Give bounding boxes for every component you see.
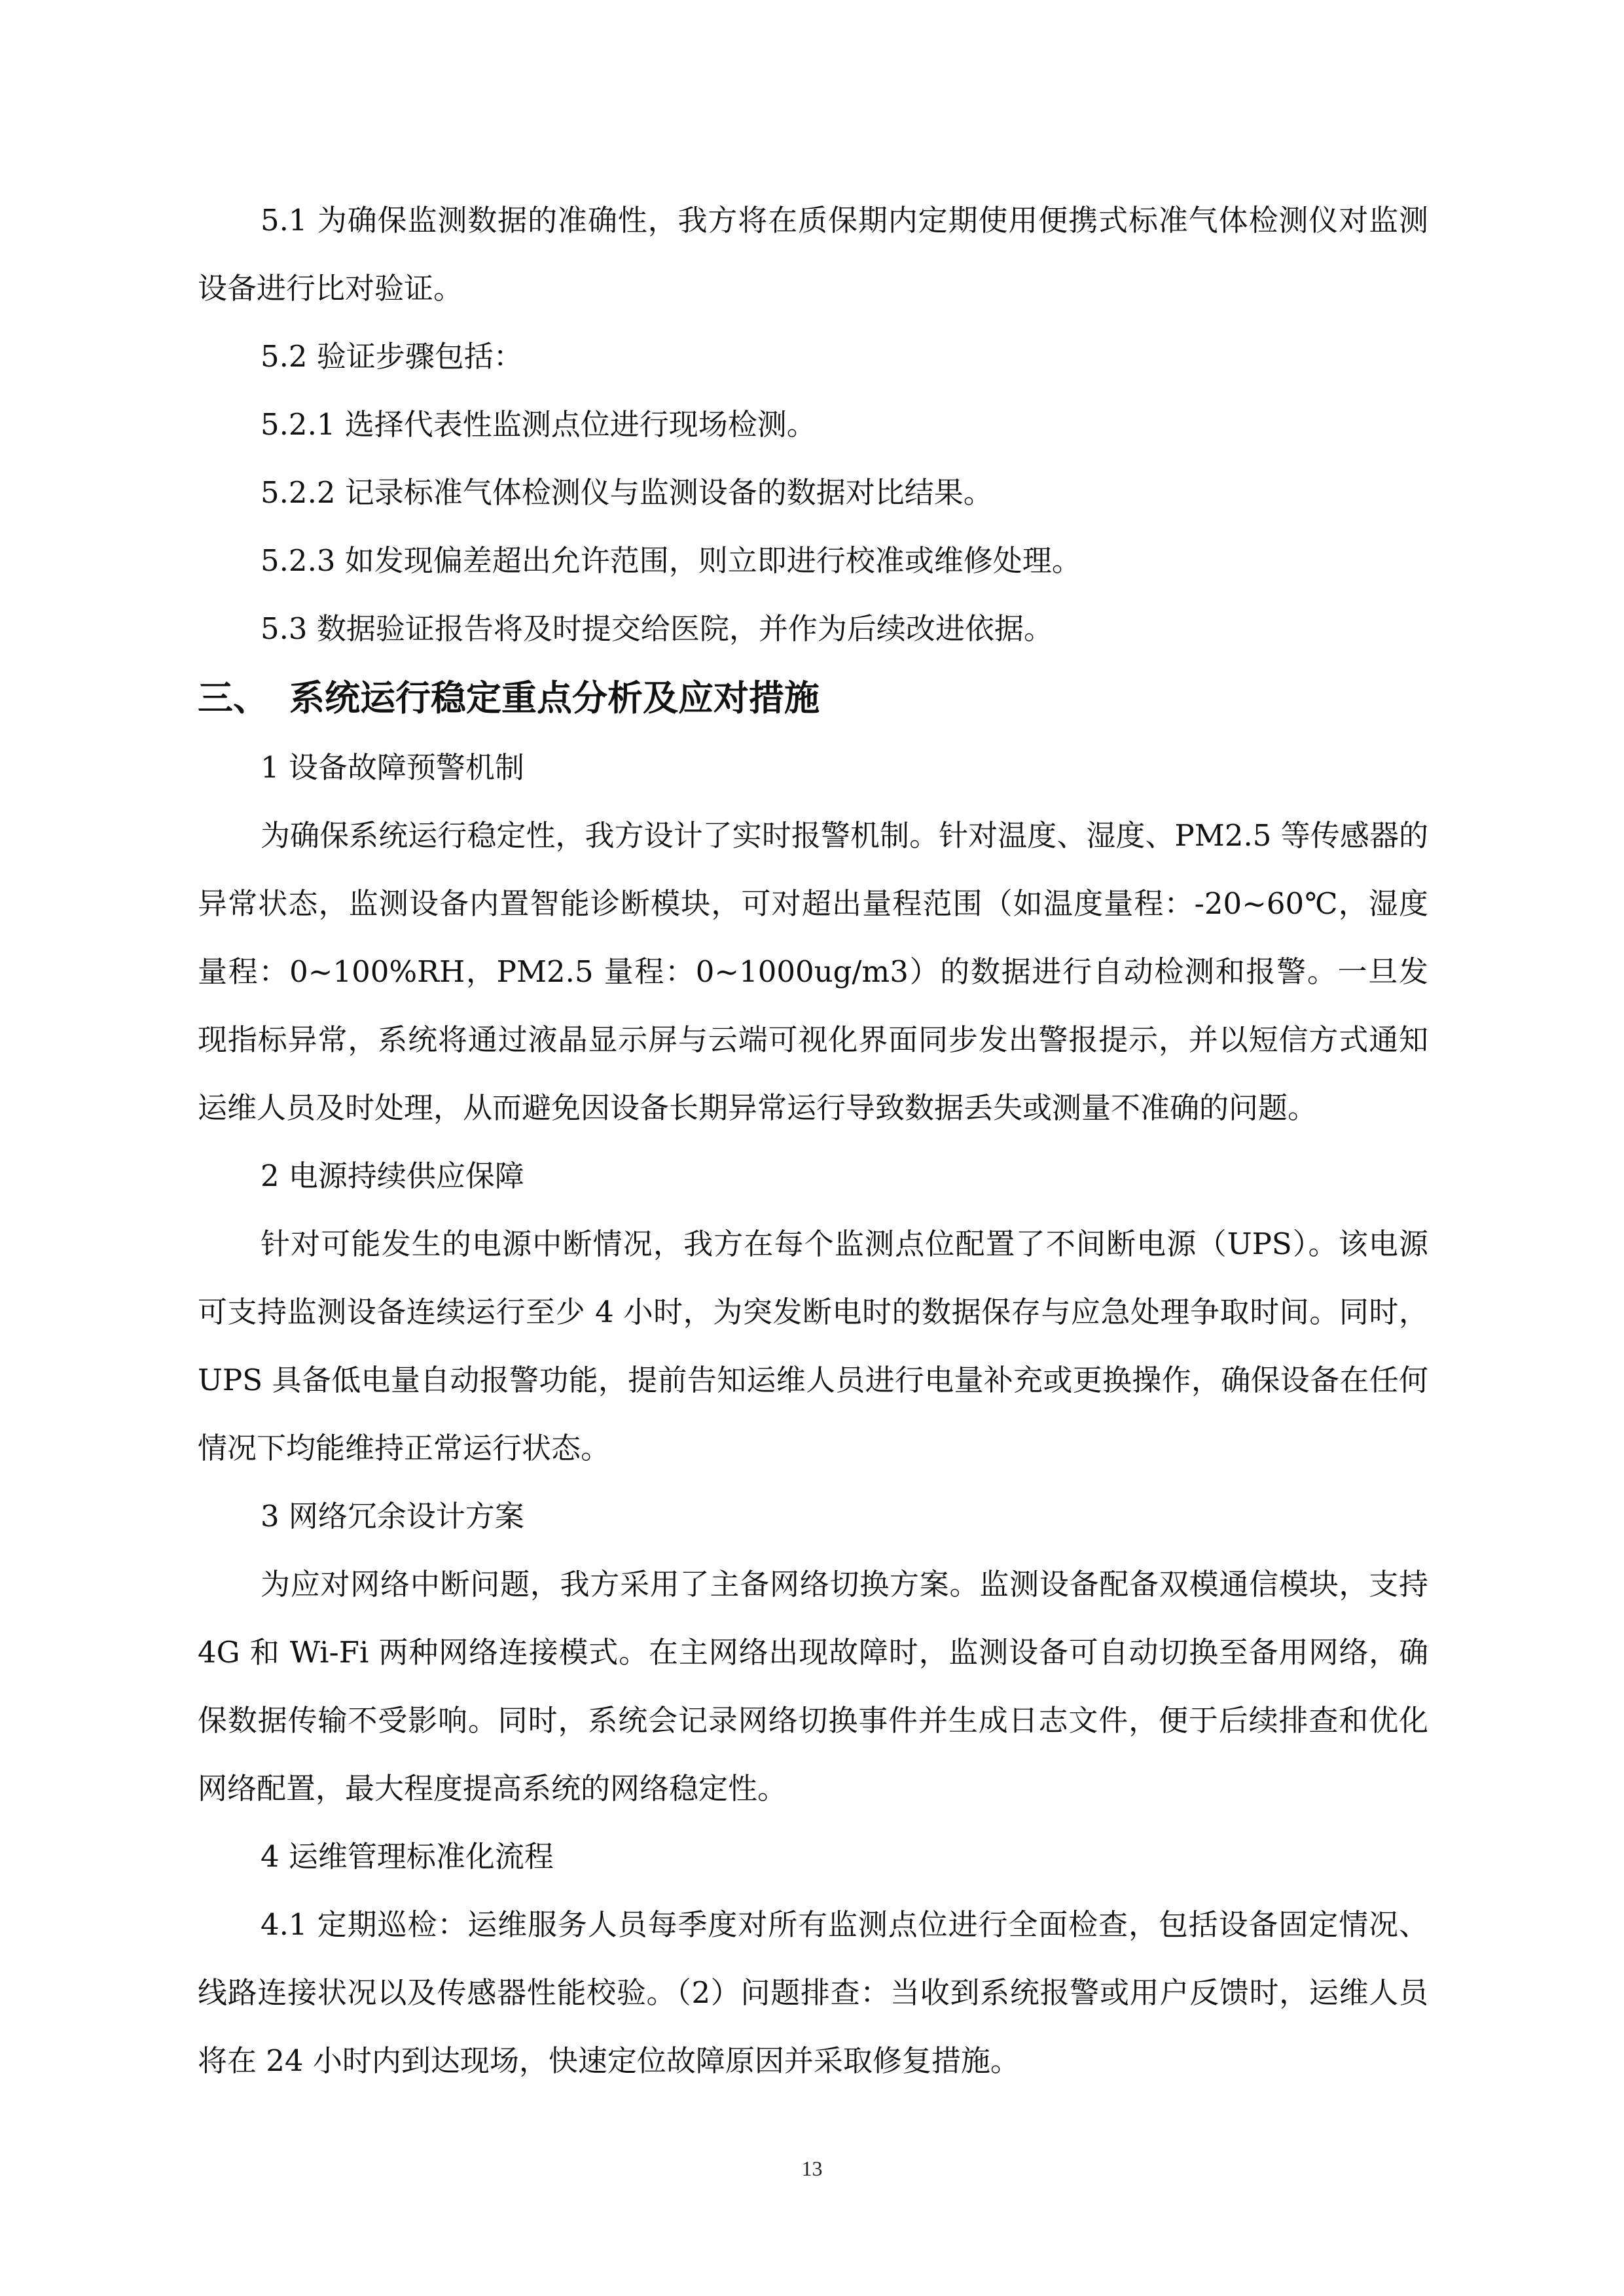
paragraph-5-1: 5.1 为确保监测数据的准确性，我方将在质保期内定期使用便携式标准气体检测仪对监测设备进行比对验证。 <box>198 203 1428 306</box>
subsection-body-4: 4.1 定期巡检：运维服务人员每季度对所有监测点位进行全面检查，包括设备固定情况、线路连接状况以及传感器性能校验。（2）问题排查：当收到系统报警或用户反馈时，运维人员将在 24 小时内到达现场，快速定位故障原因并采取修复措施。 <box>198 1907 1428 2078</box>
subsection-title-4: 4 运维管理标准化流程 <box>261 1839 554 1874</box>
section-heading-number: 三、 <box>198 677 268 719</box>
paragraph-5-2-2: 5.2.2 记录标准气体检测仪与监测设备的数据对比结果。 <box>261 475 993 510</box>
subsection-title-3: 3 网络冗余设计方案 <box>261 1499 524 1534</box>
paragraph-5-2: 5.2 验证步骤包括： <box>261 339 523 374</box>
page-number: 13 <box>801 2157 823 2180</box>
subsection-title-2: 2 电源持续供应保障 <box>261 1158 524 1193</box>
section-heading-title: 系统运行稳定重点分析及应对措施 <box>289 677 820 719</box>
subsection-body-2: 针对可能发生的电源中断情况，我方在每个监测点位配置了不间断电源（UPS）。该电源可支持监测设备连续运行至少 4 小时，为突发断电时的数据保存与应急处理争取时间。同时，UPS 具备低电量自动报警功能，提前告知运维人员进行电量补充或更换操作，确保设备在任何情况下均能维持正常运行状态。 <box>198 1227 1428 1465</box>
paragraph-5-2-3: 5.2.3 如发现偏差超出允许范围，则立即进行校准或维修处理。 <box>261 543 1081 578</box>
page-content <box>198 187 1428 2095</box>
paragraph-5-2-1: 5.2.1 选择代表性监测点位进行现场检测。 <box>261 407 816 442</box>
section-heading <box>198 663 1428 734</box>
subsection-body-1: 为确保系统运行稳定性，我方设计了实时报警机制。针对温度、湿度、PM2.5 等传感器的异常状态，监测设备内置智能诊断模块，可对超出量程范围（如温度量程：-20~60℃，湿度量程：0~100%RH，PM2.5 量程：0~1000ug/m3）的数据进行自动检测和报警。一旦发现指标异常，系统将通过液晶显示屏与云端可视化界面同步发出警报提示，并以短信方式通知运维人员及时处理，从而避免因设备长期异常运行导致数据丢失或测量不准确的问题。 <box>198 818 1428 1125</box>
subsection-body-3: 为应对网络中断问题，我方采用了主备网络切换方案。监测设备配备双模通信模块，支持 4G 和 Wi-Fi 两种网络连接模式。在主网络出现故障时，监测设备可自动切换至备用网络，确保数据传输不受影响。同时，系统会记录网络切换事件并生成日志文件，便于后续排查和优化网络配置，最大程度提高系统的网络稳定性。 <box>198 1567 1428 1806</box>
subsection-title-1: 1 设备故障预警机制 <box>261 750 524 785</box>
paragraph-5-3: 5.3 数据验证报告将及时提交给医院，并作为后续改进依据。 <box>261 611 1053 646</box>
